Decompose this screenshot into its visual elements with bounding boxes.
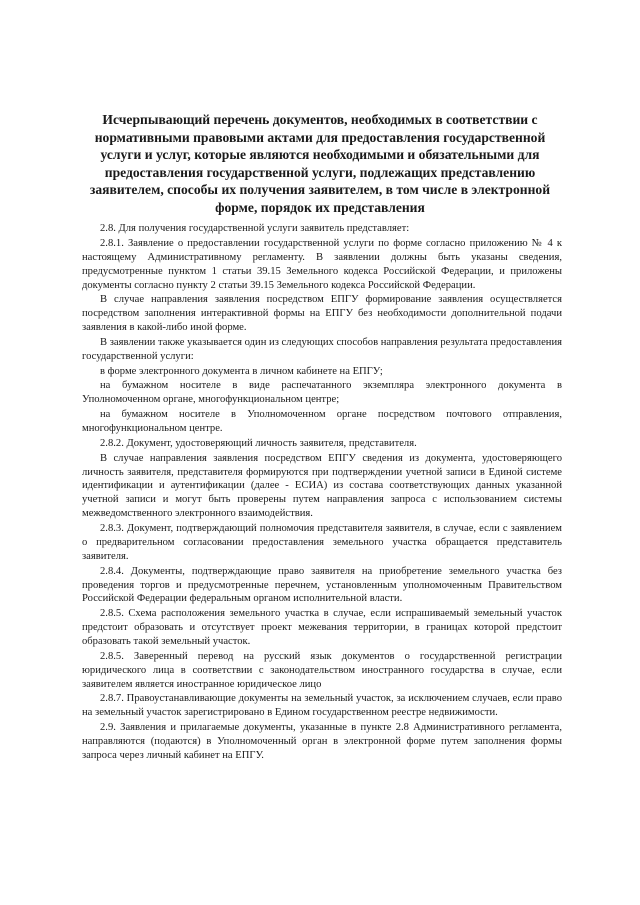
title-line: предоставления государственной услуги, подлежащих представлению: [104, 164, 536, 180]
title-line: нормативными правовыми актами для предоставления государственной: [94, 129, 546, 145]
paragraph-2-8-7: 2.8.7. Правоустанавливающие документы на земельный участок, за исключением случаев, если право на земельный участок зарегистрировано в Едином государственном реестре недвижимости.: [82, 693, 562, 719]
title-line: услуги и услуг, которые являются необходимыми и обязательными для: [100, 147, 540, 163]
paragraph-2-8-5-translation: 2.8.5. Заверенный перевод на русский язык документов о государственной регистрации юридического лица в соответствии с законодательством иностранного государства в случае, если заявителем является иностранное юридическое лицо: [82, 650, 562, 690]
paragraph-result-methods: В заявлении также указывается один из следующих способов направления результата предоставления государственной услуги:: [82, 336, 562, 362]
paragraph-epgu-form: В случае направления заявления посредством ЕПГУ формирование заявления осуществляется посредством заполнения интерактивной формы на ЕПГУ без необходимости дополнительной подачи заявления в какой-либо иной форме.: [82, 294, 562, 334]
list-item-paper-mail: на бумажном носителе в Уполномоченном органе посредством почтового отправления, многофункциональном центре.: [82, 409, 562, 435]
paragraph-2-8-1: 2.8.1. Заявление о предоставлении государственной услуги по форме согласно приложению № 4 к настоящему Административному регламенту. В заявлении должны быть указаны сведения, предусмотренные пунктом 1 статьи 39.15 Земельного кодекса Российской Федерации, и приложены документы согласно пункту 2 статьи 39.15 Земельного кодекса Российской Федерации.: [82, 237, 562, 291]
paragraph-2-8-2: 2.8.2. Документ, удостоверяющий личность заявителя, представителя.: [100, 437, 417, 449]
list-item-paper-printed: на бумажном носителе в виде распечатанного экземпляра электронного документа в Уполномоченном органе, многофункциональном центре;: [82, 380, 562, 406]
title-line: заявителем, способы их получения заявителем, в том числе в электронной: [89, 182, 551, 198]
title-line: Исчерпывающий перечень документов, необходимых в соответствии с: [102, 112, 538, 127]
paragraph-2-8: 2.8. Для получения государственной услуги заявитель представляет:: [100, 223, 410, 234]
title-line: форме, порядок их представления: [215, 199, 425, 215]
paragraph-2-8-3: 2.8.3. Документ, подтверждающий полномочия представителя заявителя, в случае, если с заявлением о предварительном согласовании предоставления земельного участка обращается представитель заявителя.: [82, 523, 562, 562]
paragraph-2-8-5-scheme: 2.8.5. Схема расположения земельного участка в случае, если испрашиваемый земельный участок предстоит образовать и отсутствует проект межевания территории, в границах которой предстоит образовать такой земельный участок.: [82, 608, 562, 648]
paragraph-2-8-4: 2.8.4. Документы, подтверждающие право заявителя на приобретение земельного участка без проведения торгов и предусмотренные перечнем, установленным уполномоченным Правительством Российской Федерации федеральным органом исполнительной власти.: [82, 565, 562, 605]
document-body: [82, 222, 562, 763]
list-item-electronic: в форме электронного документа в личном кабинете на ЕПГУ;: [100, 365, 383, 377]
paragraph-esia: В случае направления заявления посредством ЕПГУ сведения из документа, удостоверяющего личность заявителя, представителя формируются при подтверждении учетной записи в Единой системе идентификации и аутентификации (далее - ЕСИА) из состава соответствующих данных указанной учетной записи и могут быть проверены путем направления запроса с использованием системы межведомственного электронного взаимодействия.: [82, 452, 562, 520]
paragraph-2-9: 2.9. Заявления и прилагаемые документы, указанные в пункте 2.8 Административного регламента, направляются (подаются) в Уполномоченный орган в электронной форме путем заполнения формы запроса через личный кабинет на ЕПГУ.: [82, 722, 562, 761]
document-title: [80, 111, 560, 217]
